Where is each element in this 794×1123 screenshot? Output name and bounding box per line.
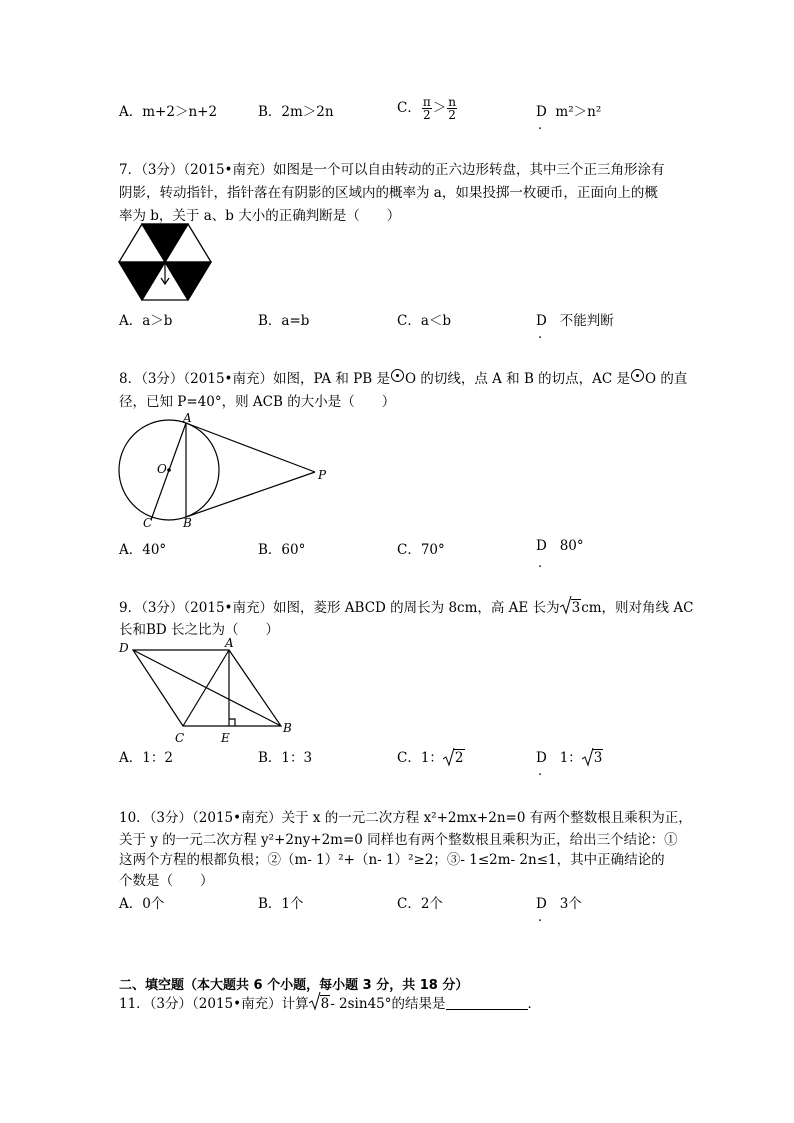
q10-line-1: 10．（3分）（2015•南充）关于 x 的一元二次方程 x²+2mx+2n=0 有两个整数根且乘积为正， [119, 810, 692, 826]
q10-option-d: D 3个 [536, 896, 582, 912]
q10-option-a: A．0个 [119, 896, 165, 912]
label-b: B [183, 516, 192, 530]
rhombus-figure [115, 638, 300, 746]
q10-option-d-dot: . [538, 910, 543, 925]
circle-symbol-icon [391, 369, 404, 382]
circle-tangent-figure [115, 413, 335, 535]
q9-option-d: D 1： 3 [536, 750, 603, 766]
q7-option-b: B．a=b [258, 313, 310, 329]
diagonal-bd [133, 650, 281, 726]
q7-line-3: 率为 b，关于 a、b 大小的正确判断是（ ） [119, 208, 401, 224]
q10-line-2: 关于 y 的一元二次方程 y²+2ny+2m=0 同样也有两个整数根且乘积为正，给出三个结论：① [119, 832, 678, 848]
q9-option-a: A．1：2 [119, 750, 173, 766]
label-o: O [157, 462, 167, 476]
diagonal-ac [183, 650, 229, 726]
right-angle-mark [229, 719, 235, 726]
q8-option-c: C．70° [397, 542, 445, 558]
q6-option-d-dot: . [538, 118, 543, 133]
section-title: 二、填空题（本大题共 6 个小题，每小题 3 分，共 18 分） [119, 978, 469, 993]
label-a: A [183, 413, 192, 425]
q6-option-c: C． $\frac{\pi}{2}$ ＞ $\frac{n}{2}$ [397, 95, 456, 122]
q6-option-a: A．m+2＞n+2 [119, 104, 218, 120]
q8-option-d-dot: . [538, 556, 543, 571]
q10-line-3: 这两个方程的根都负根；②（m- 1）²+（n- 1）²≥2；③- 1≤2m- 2n≤1，其中正确结论的 [119, 852, 665, 868]
q7-option-c: C．a＜b [397, 313, 452, 329]
answer-blank[interactable] [446, 1009, 528, 1010]
q7-line-1: 7．（3分）（2015•南充）如图是一个可以自由转动的正六边形转盘，其中三个正三角形涂有 [119, 162, 665, 178]
q8-option-a: A．40° [119, 542, 167, 558]
sqrt-symbol: 3 [560, 598, 582, 618]
q7-option-d: D 不能判断 [536, 313, 614, 329]
hexagon-spinner-figure [118, 222, 214, 302]
q9-option-c: C．1： 2 [397, 750, 464, 766]
fraction: $\frac{\pi}{2}$ [422, 95, 431, 122]
tangent-pa [186, 423, 315, 472]
q8-option-d: D 80° [536, 538, 584, 554]
label-b: B [283, 721, 292, 735]
sqrt-symbol: 8 [309, 994, 331, 1014]
fraction: $\frac{n}{2}$ [448, 95, 456, 122]
q10-line-4: 个数是（ ） [119, 873, 214, 889]
q7-option-d-dot: . [538, 327, 543, 342]
sqrt-symbol: 3 [582, 750, 604, 766]
sqrt-symbol: 2 [443, 750, 465, 766]
q6-option-d: D m²＞n² [536, 104, 602, 120]
center-point [167, 468, 171, 472]
q9-option-b: B．1：3 [258, 750, 313, 766]
label-d: D [119, 641, 129, 655]
q11-line: 11．（3分）（2015•南充）计算 8- 2sin45°的结果是 ． [119, 994, 541, 1014]
label-a: A [225, 638, 234, 650]
tangent-pb [186, 472, 315, 517]
q7-option-a: A．a＞b [119, 313, 173, 329]
q8-line-2: 径，已知 P=40°，则 ACB 的大小是（ ） [119, 394, 396, 410]
q9-line-2: 长和BD 长之比为（ ） [119, 622, 280, 638]
q9-option-d-dot: . [538, 764, 543, 779]
label-p: P [318, 468, 327, 482]
q8-line-1: 8．（3分）（2015•南充）如图，PA 和 PB 是 O 的切线，点 A 和 B 的切点，AC 是 O 的直 [119, 371, 688, 387]
label-c: C [175, 731, 185, 745]
circle-symbol-icon [631, 369, 644, 382]
label-e: E [221, 731, 230, 745]
q10-option-c: C．2个 [397, 896, 443, 912]
label-c: C [143, 516, 153, 530]
q6-option-b: B．2m＞2n [258, 104, 334, 120]
q8-option-b: B．60° [258, 542, 306, 558]
q9-line-1: 9．（3分）（2015•南充）如图，菱形 ABCD 的周长为 8cm，高 AE 长为 3cm，则对角线 AC [119, 598, 693, 618]
q10-option-b: B．1个 [258, 896, 304, 912]
q7-line-2: 阴影，转动指针，指针落在有阴影的区域内的概率为 a，如果投掷一枚硬币，正面向上的概 [119, 185, 658, 201]
